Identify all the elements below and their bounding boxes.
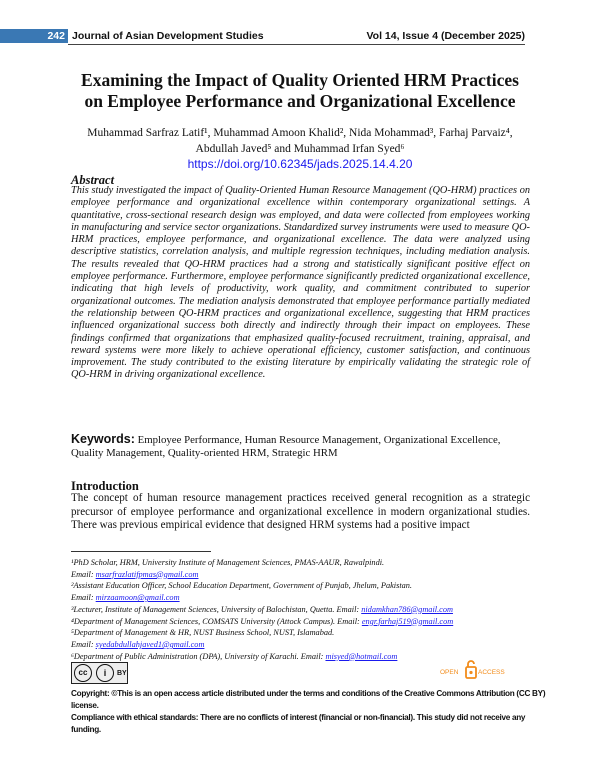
copyright-notice — [71, 688, 551, 736]
email-link[interactable]: engr.farhaj519@gmail.com — [361, 616, 454, 626]
introduction-text: The concept of human resource management practices received general recognition as a strategic precursor of employee performance and organizational excellence in modern organizational studies. There was previous empirical evidence that designed HRM systems had a positive impact — [71, 492, 530, 532]
keywords-label: Keywords: — [71, 432, 135, 446]
email-link[interactable]: syedabdullahjaved1@gmail.com — [95, 639, 205, 649]
footnote-line: ¹PhD Scholar, HRM, University Institute of Management Sciences, PMAS-AAUR, Rawalpindi. — [71, 558, 385, 567]
authors-line-2: Abdullah Javed⁵ and Muhammad Irfan Syed⁶ — [195, 143, 405, 155]
open-word: OPEN — [440, 669, 459, 676]
open-access-logo — [440, 660, 530, 680]
compliance-line: Compliance with ethical standards: There are no conflicts of interest (financial or non-financial). This study did not receive any funding. — [71, 713, 526, 734]
cc-by-badge-icon[interactable] — [71, 662, 128, 684]
journal-name: Journal of Asian Development Studies — [72, 30, 264, 42]
footnote-line: ³Lecturer, Institute of Management Sciences, University of Balochistan, Quetta. Email: nidamkhan786@gmail.com — [71, 604, 453, 614]
copyright-line: Copyright: ©This is an open access article distributed under the terms and conditions of the Creative Commons Attribution (CC BY) license. — [71, 689, 546, 710]
abstract-text: This study investigated the impact of Quality-Oriented Human Resource Management (QO-HRM) practices on employee performance and organizational excellence within contemporary organizational settings. A quantitative, cross-sectional research design was employed, and data were collected from employees working in manufacturing and service sector organizations. Standardized survey instruments were used to measure QO-HRM practices, employee performance, and organizational excellence. The data were analyzed using descriptive statistics, correlation analysis, and multiple regression techniques, including mediation analysis. The results revealed that QO-HRM practices had a strong and statistically significant positive effect on employee performance. Furthermore, employee performance significantly predicted organizational excellence, indicating that high levels of productivity, work quality, and commitment contributed to superior organizational outcomes. The mediation analysis demonstrated that employee performance partially mediated the relationship between QO-HRM practices and organizational excellence, suggesting that HRM practices influenced organizational success both directly and indirectly through their impact on employees. These findings confirmed that organizations that emphasized quality-focused recruitment, training, appraisal, and reward systems were more likely to achieve operational efficiency, customer satisfaction, and continuous improvement. The study contributed to the existing literature by empirically validating the strategic role of QO-HRM in driving organizational excellence. — [71, 185, 530, 381]
email-link[interactable]: misyed@hotmail.com — [325, 651, 398, 661]
keywords — [71, 433, 530, 460]
header-rule — [68, 44, 525, 45]
author-list — [50, 125, 550, 157]
introduction-heading: Introduction — [71, 479, 139, 493]
footnotes — [71, 557, 541, 662]
email-link[interactable]: mirzaamoon@gmail.com — [95, 593, 180, 603]
footnote-line: ²Assistant Education Officer, School Education Department, Government of Punjab, Jhelum, Pakistan. — [71, 581, 412, 591]
email-link[interactable]: nidamkhan786@gmail.com — [361, 604, 453, 614]
doi-link[interactable]: https://doi.org/10.62345/jads.2025.14.4.20 — [187, 157, 413, 171]
page-number: 242 — [0, 29, 68, 43]
access-word: ACCESS — [478, 669, 505, 676]
footnote-line: Email: syedabdullahjaved1@gmail.com — [71, 639, 205, 649]
title-line-2: on Employee Performance and Organizational Excellence — [84, 91, 516, 111]
footnote-line: ⁴Department of Management Sciences, COMSATS University (Attock Campus). Email: engr.farhaj519@gmail.com — [71, 616, 454, 626]
keywords-text: Employee Performance, Human Resource Management, Organizational Excellence, Quality Management, Quality-oriented HRM, Strategic HRM — [71, 434, 501, 459]
attribution-icon: i — [96, 664, 114, 682]
badge-label: BY — [117, 669, 127, 677]
footnote-line: Email: msarfrazlatifpmas@gmail.com — [71, 569, 199, 579]
paper-title — [40, 70, 560, 112]
authors-line-1: Muhammad Sarfraz Latif¹, Muhammad Amoon Khalid², Nida Mohammad³, Farhaj Parvaiz⁴, — [87, 127, 513, 139]
volume-issue: Vol 14, Issue 4 (December 2025) — [366, 30, 525, 42]
open-lock-icon — [466, 661, 476, 678]
cc-icon: cc — [74, 664, 92, 682]
footnote-line: ⁶Department of Public Administration (DPA), University of Karachi. Email: misyed@hotmail.com — [71, 651, 398, 661]
abstract-heading: Abstract — [71, 173, 115, 187]
email-link[interactable]: msarfrazlatifpmas@gmail.com — [95, 569, 199, 579]
footnote-rule — [71, 551, 211, 552]
footnote-line: Email: mirzaamoon@gmail.com — [71, 593, 180, 603]
footnote-line: ⁵Department of Management & HR, NUST Business School, NUST, Islamabad. — [71, 628, 335, 638]
running-header — [0, 29, 600, 43]
title-line-1: Examining the Impact of Quality Oriented HRM Practices — [81, 70, 519, 90]
